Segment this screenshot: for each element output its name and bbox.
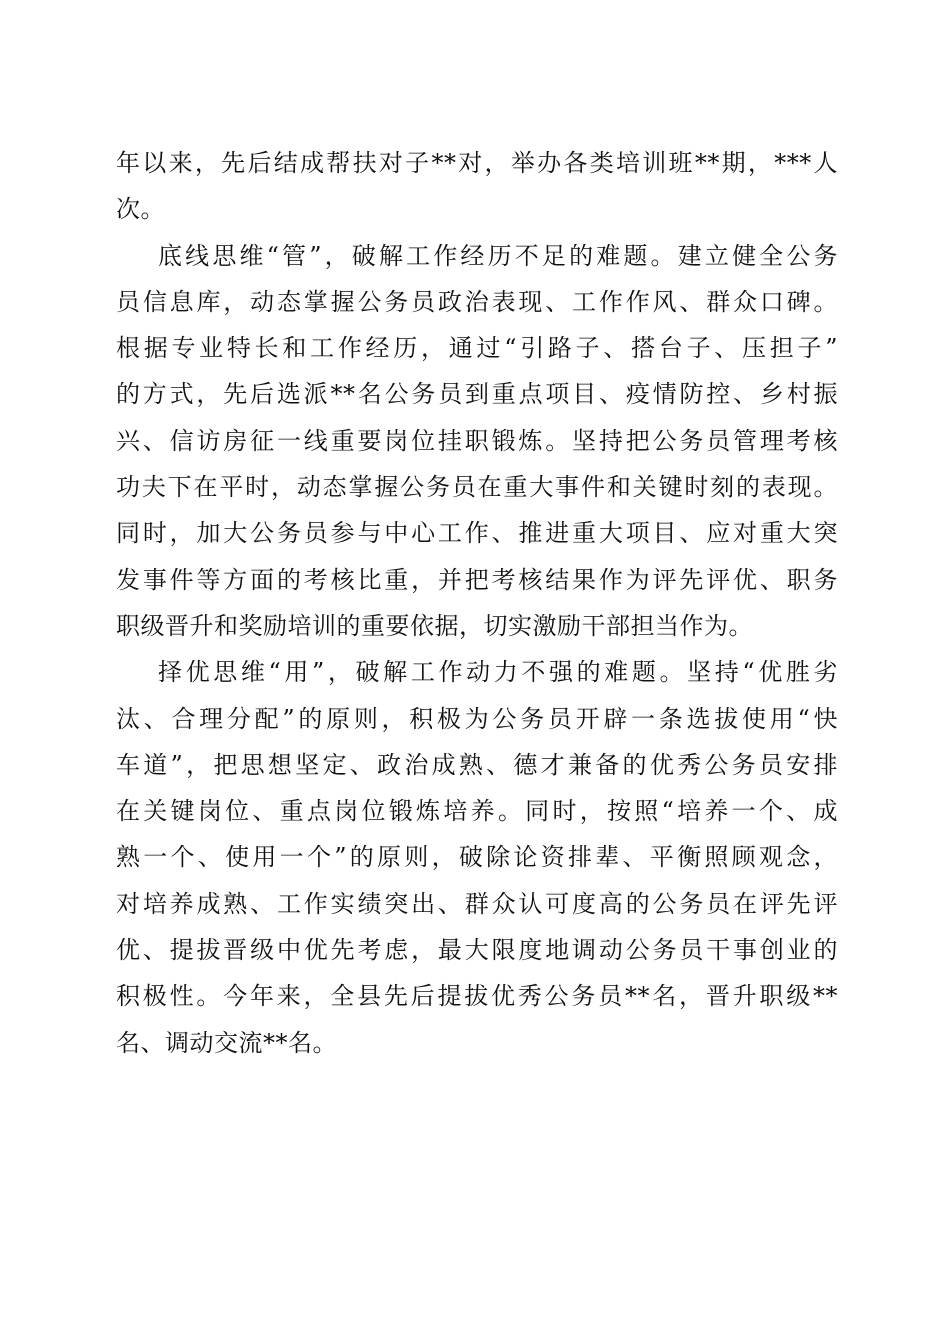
paragraph-3-line-8: 积极性。今年来，全县先后提拔优秀公务员**名，晋升职级** (116, 982, 838, 1011)
paragraph-2-line-7: 同时，加大公务员参与中心工作、推进重大项目、应对重大突 (116, 519, 838, 548)
paragraph-3-line-9: 名、调动交流**名。 (116, 1028, 337, 1057)
paragraph-1-line-1: 年以来，先后结成帮扶对子**对，举办各类培训班**期，***人 (116, 149, 838, 177)
paragraph-3-line-1: 择优思维“用”，破解工作动力不强的难题。坚持“优胜劣 (158, 658, 838, 687)
document-body (116, 140, 838, 1066)
paragraph-2-line-8: 发事件等方面的考核比重，并把考核结果作为评先评优、职务 (116, 565, 838, 594)
paragraph-1-line-2: 次。 (116, 195, 165, 224)
paragraph-3-line-4: 在关键岗位、重点岗位锻炼培养。同时，按照“培养一个、成 (116, 797, 838, 826)
paragraph-3-line-5: 熟一个、使用一个”的原则，破除论资排辈、平衡照顾观念， (116, 843, 838, 872)
paragraph-3-line-6: 对培养成熟、工作实绩突出、群众认可度高的公务员在评先评 (116, 889, 838, 918)
paragraph-2-line-1: 底线思维“管”，破解工作经历不足的难题。建立健全公务 (158, 241, 838, 270)
paragraph-2-line-2: 员信息库，动态掌握公务员政治表现、工作作风、群众口碑。 (116, 287, 838, 316)
paragraph-2-line-6: 功夫下在平时，动态掌握公务员在重大事件和关键时刻的表现。 (116, 473, 838, 502)
paragraph-2-line-9: 职级晋升和奖励培训的重要依据，切实激励干部担当作为。 (116, 611, 753, 640)
paragraph-3-line-3: 车道”，把思想坚定、政治成熟、德才兼备的优秀公务员安排 (116, 750, 838, 779)
paragraph-2-line-3: 根据专业特长和工作经历，通过“引路子、搭台子、压担子” (116, 334, 838, 363)
paragraph-2-line-5: 兴、信访房征一线重要岗位挂职锻炼。坚持把公务员管理考核 (116, 426, 838, 455)
paragraph-3-line-7: 优、提拔晋级中优先考虑，最大限度地调动公务员干事创业的 (116, 936, 838, 965)
paragraph-3-line-2: 汰、合理分配”的原则，积极为公务员开辟一条选拔使用“快 (116, 704, 838, 733)
paragraph-2-line-4: 的方式，先后选派**名公务员到重点项目、疫情防控、乡村振 (116, 380, 838, 409)
